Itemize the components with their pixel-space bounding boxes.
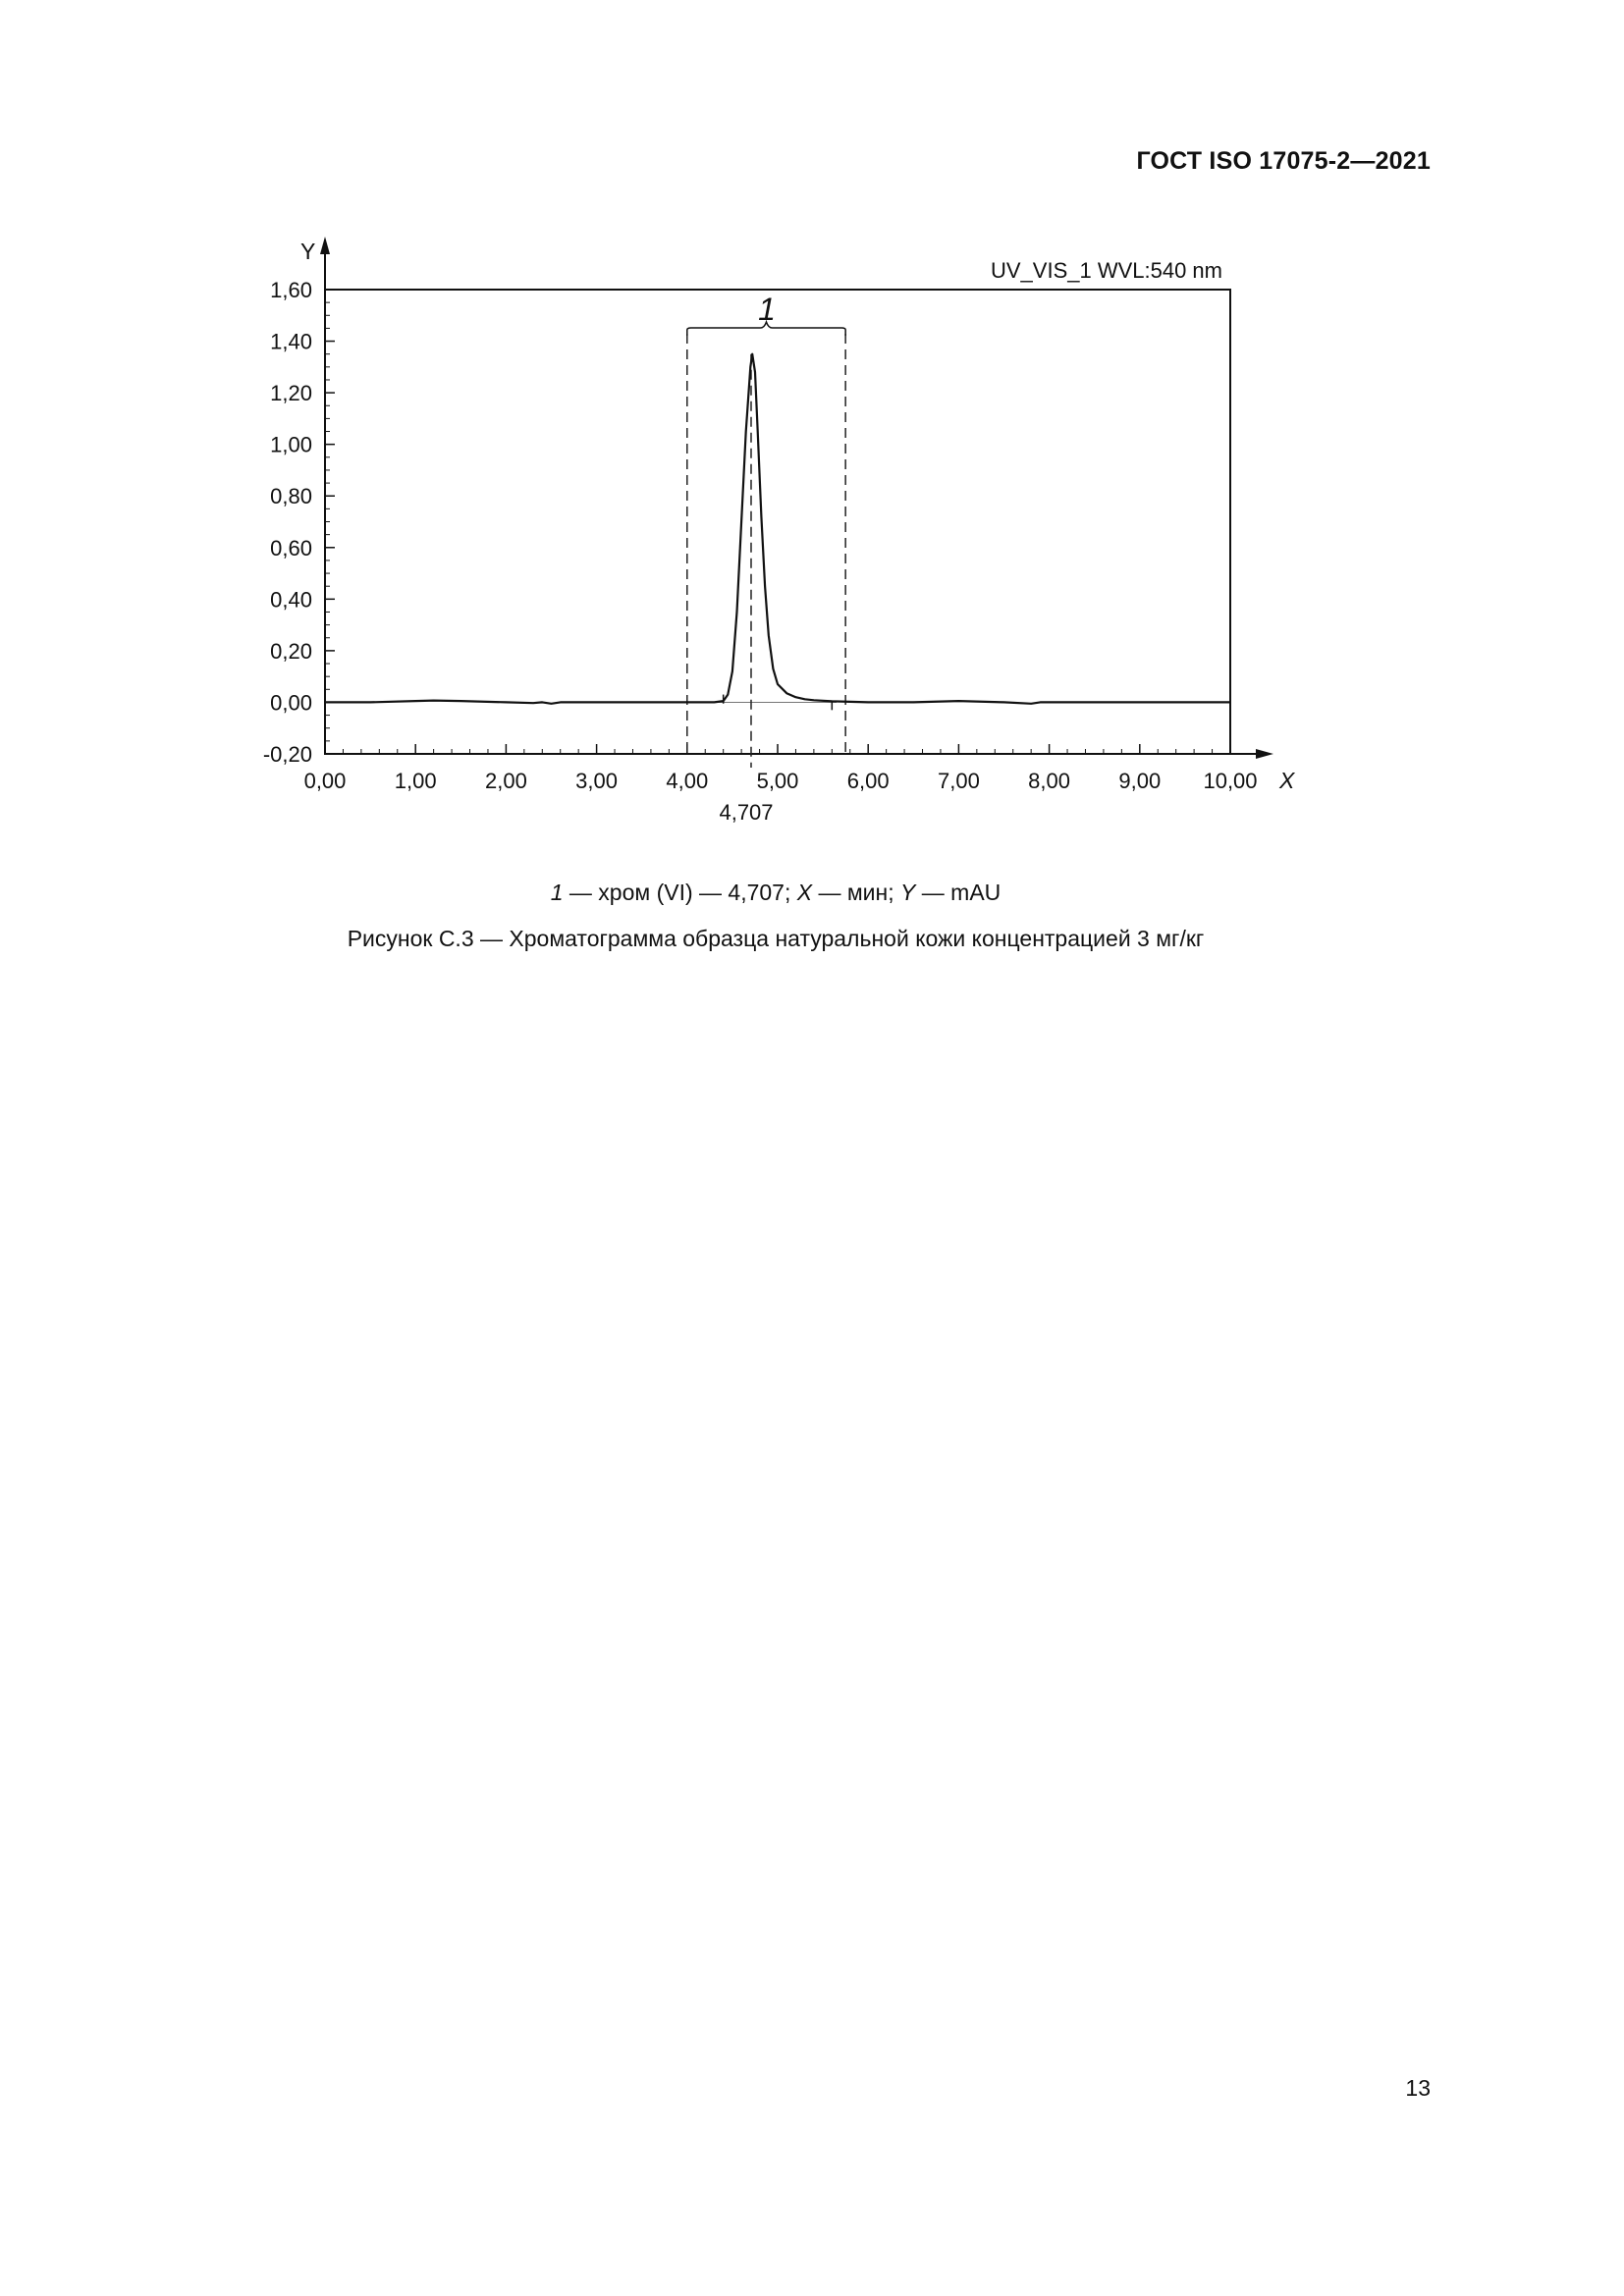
y-tick-label: 0,40 [270,587,312,613]
legend-x-symbol: X [796,880,813,905]
legend-peak-id: 1 [550,880,564,905]
y-tick-label: 1,00 [270,432,312,457]
peak-label: 1 [758,292,776,327]
y-tick-label: 0,60 [270,535,312,561]
y-tick-label: 0,20 [270,638,312,664]
legend-y-desc: — mAU [915,880,1001,905]
y-axis-arrowhead [320,237,330,254]
y-tick-label: 1,60 [270,278,312,302]
x-tick-label: 1,00 [394,769,437,793]
x-axis-arrowhead [1256,749,1273,759]
chart-title: UV_VIS_1 WVL:540 nm [990,258,1222,283]
y-tick-label: 1,40 [270,329,312,354]
x-tick-label: 6,00 [846,769,890,793]
x-tick-label: 7,00 [937,769,980,793]
x-tick-label: 2,00 [484,769,527,793]
plot-layer [325,322,1230,768]
y-tick-label: 0,00 [270,690,312,716]
x-tick-label: 8,00 [1028,769,1071,793]
y-tick-label: 0,80 [270,484,312,509]
y-tick-label: -0,20 [262,742,312,767]
document-header: ГОСТ ISO 17075-2—2021 [1136,147,1431,175]
legend-x-desc: — мин; [812,880,901,905]
x-tick-label: 9,00 [1118,769,1162,793]
legend-y-symbol: Y [900,880,916,905]
x-tick-label: 3,00 [575,769,619,793]
x-tick-label: 10,00 [1203,769,1258,793]
series-line-uv-vis-1 [325,354,1230,704]
chromatogram-chart [0,0,1624,864]
page-number: 13 [1405,2075,1431,2101]
x-tick-label: 4,00 [666,769,709,793]
x-axis-label: X [1279,768,1295,793]
figure-legend [0,880,1551,906]
x-tick-label: 5,00 [756,769,799,793]
x-tick-label: 0,00 [303,769,347,793]
y-tick-label: 1,20 [270,381,312,406]
legend-peak-desc: — хром (VI) — 4,707; [563,880,797,905]
retention-time-label: 4,707 [719,800,774,825]
y-axis-label: Y [300,239,316,264]
figure-caption: Рисунок С.3 — Хроматограмма образца натуральной кожи концентрацией 3 мг/кг [347,926,1205,951]
